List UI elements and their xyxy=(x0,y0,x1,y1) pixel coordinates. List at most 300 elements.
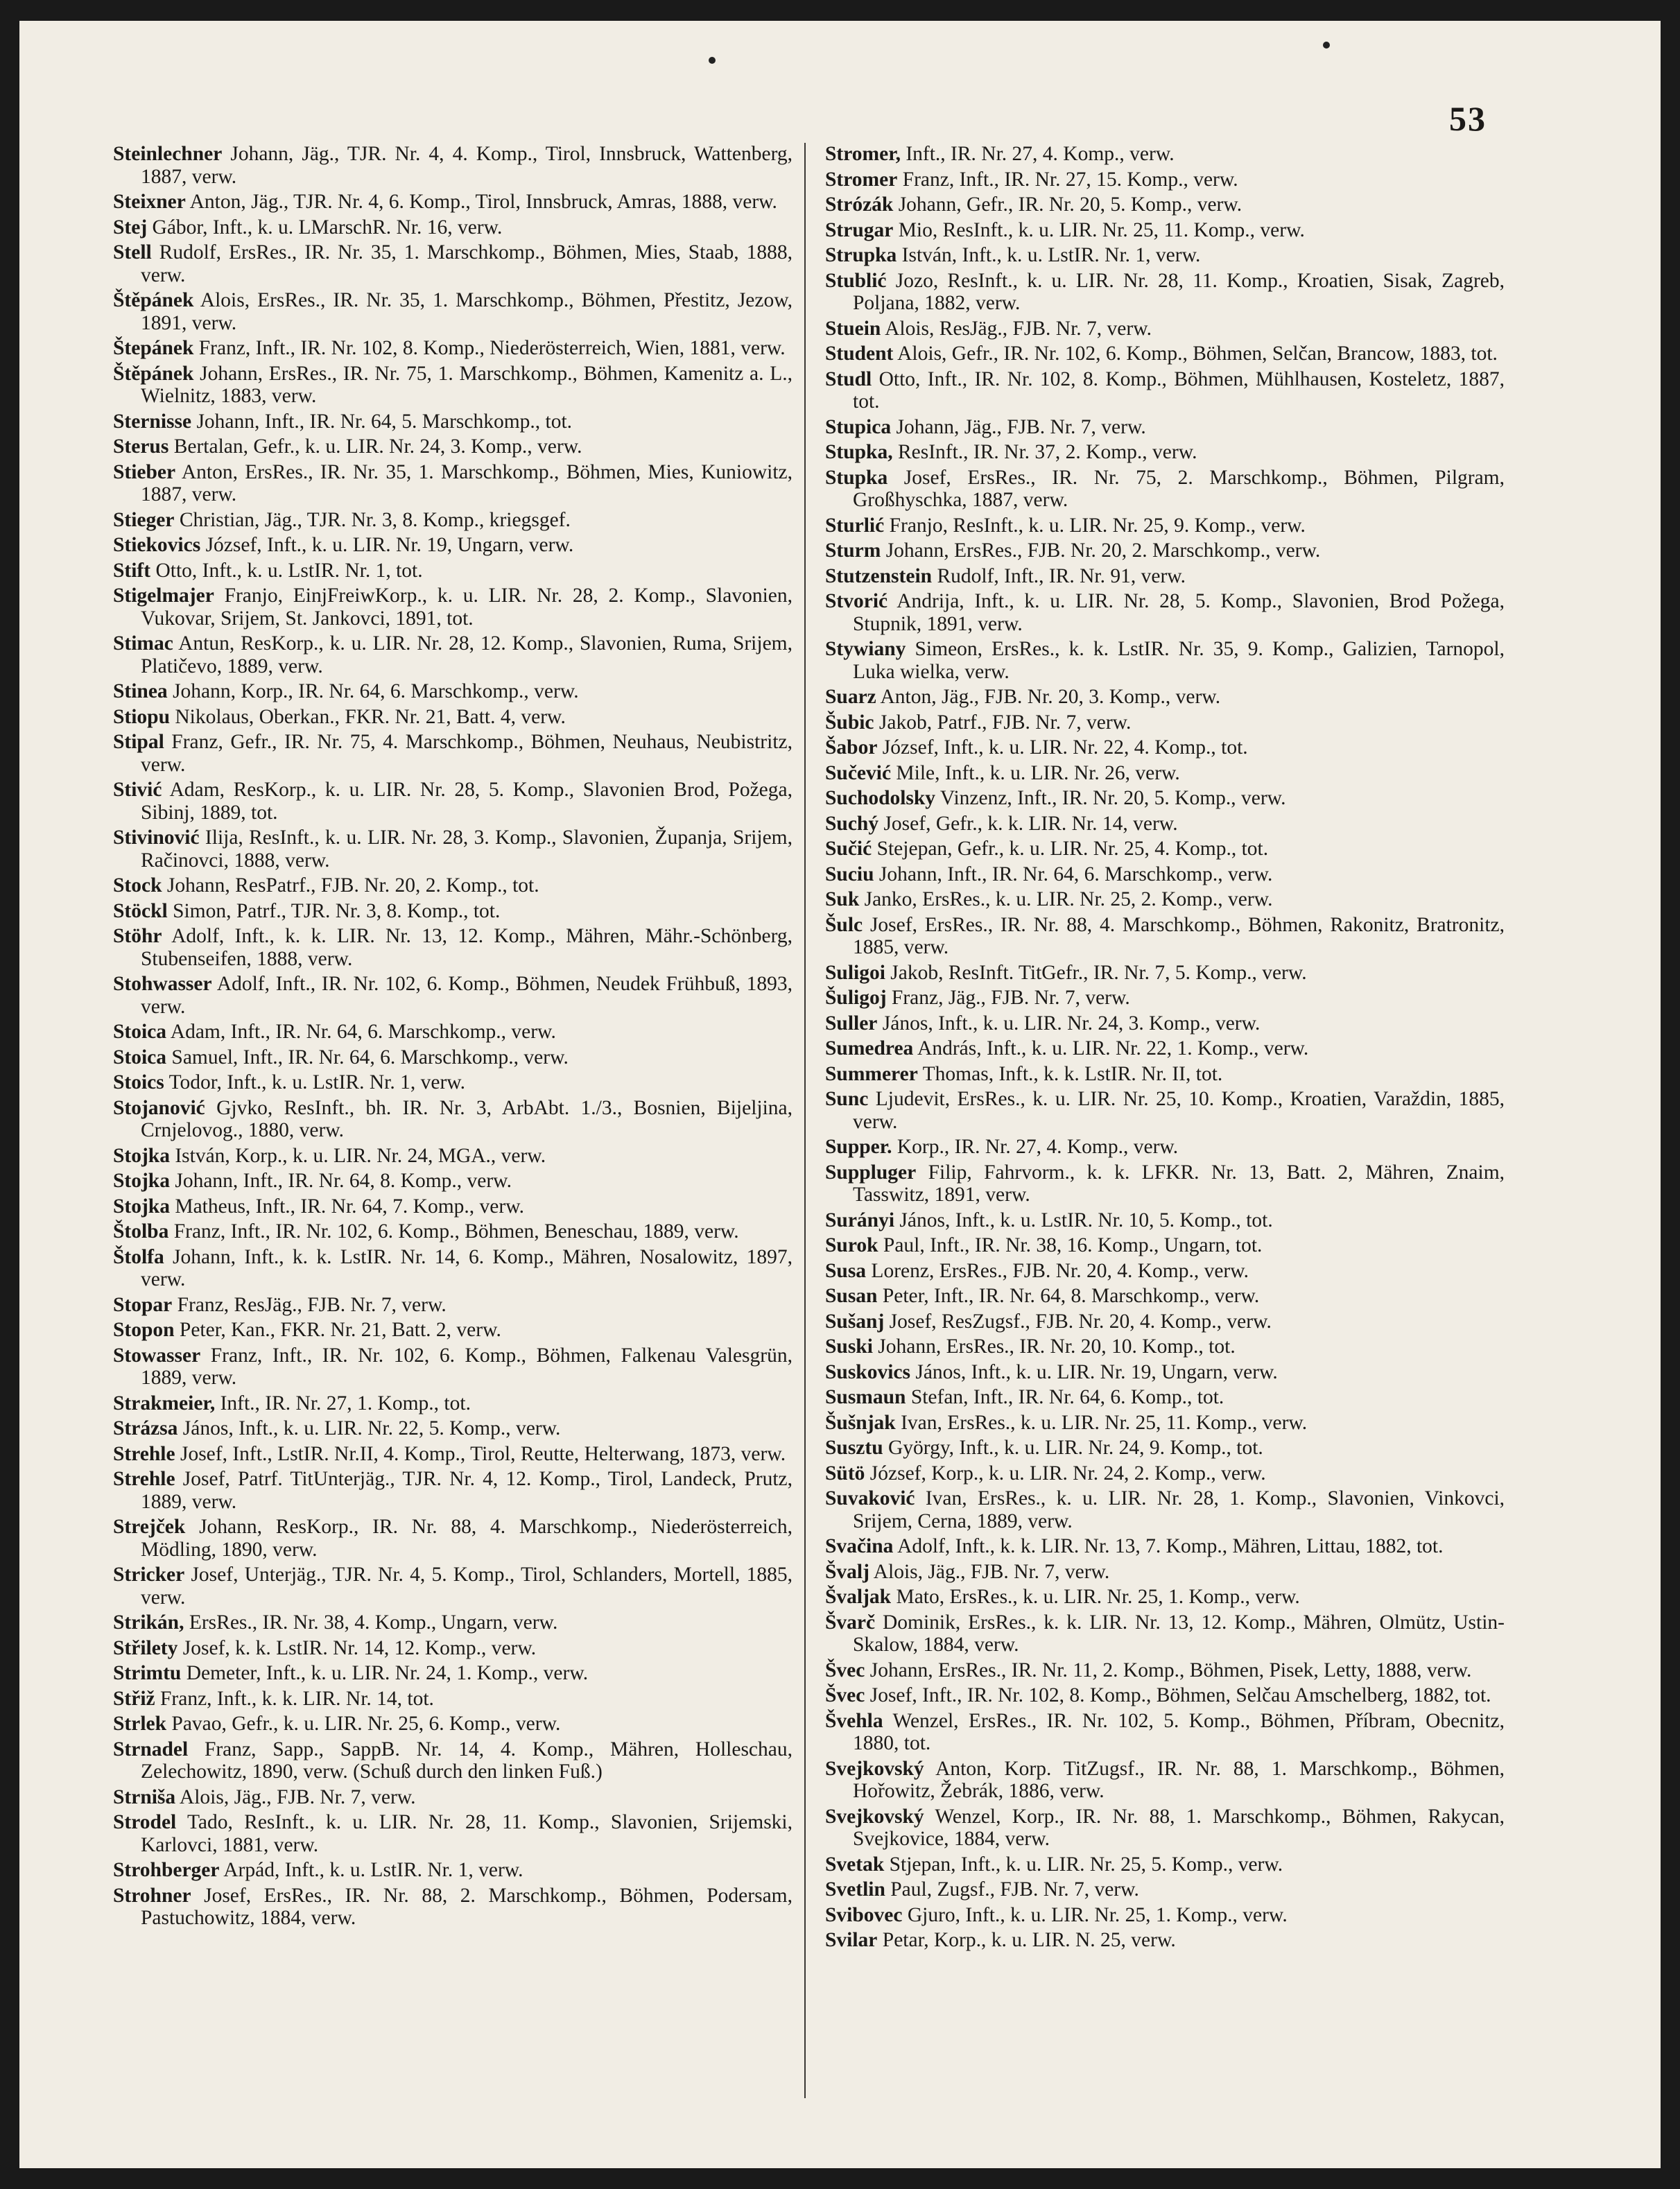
entry-surname: Stinea xyxy=(113,680,168,702)
entry-details: Rudolf, ErsRes., IR. Nr. 35, 1. Marschkomp., Böhmen, Mies, Staab, 1888, verw. xyxy=(141,241,793,286)
entry-surname: Stohwasser xyxy=(113,973,212,995)
list-item xyxy=(825,219,1505,242)
entry-surname: Susmaun xyxy=(825,1386,906,1408)
left-column xyxy=(113,143,793,1932)
entry-surname: Susztu xyxy=(825,1437,883,1459)
entry-surname: Stiopu xyxy=(113,705,170,728)
list-item xyxy=(825,1611,1505,1656)
entry-surname: Sturlić xyxy=(825,514,885,537)
entry-details: Simon, Patrf., TJR. Nr. 3, 8. Komp., tot. xyxy=(173,899,501,922)
list-item xyxy=(113,363,793,408)
list-item xyxy=(113,827,793,872)
entry-surname: Steinlechner xyxy=(113,143,223,165)
entry-surname: Suligoi xyxy=(825,961,885,984)
list-item xyxy=(825,1088,1505,1133)
entry-surname: Suciu xyxy=(825,863,874,885)
entry-surname: Suchodolsky xyxy=(825,787,936,809)
entry-details: Pavao, Gefr., k. u. LIR. Nr. 25, 6. Komp., verw. xyxy=(171,1713,561,1735)
entry-surname: Strikán, xyxy=(113,1611,184,1634)
entry-details: Josef, ErsRes., IR. Nr. 88, 2. Marschkomp., Böhmen, Podersam, Pastuchowitz, 1884, verw. xyxy=(141,1884,793,1929)
list-item xyxy=(113,534,793,557)
entry-surname: Stupica xyxy=(825,415,892,438)
list-item xyxy=(113,1097,793,1142)
entry-surname: Strehle xyxy=(113,1468,175,1490)
list-item xyxy=(113,337,793,360)
list-item xyxy=(113,900,793,923)
entry-details: Johann, ResPatrf., FJB. Nr. 20, 2. Komp., tot. xyxy=(166,874,539,897)
entry-surname: Strimtu xyxy=(113,1662,182,1684)
entry-surname: Sütö xyxy=(825,1462,865,1485)
entry-details: Ivan, ErsRes., k. u. LIR. Nr. 25, 11. Komp., verw. xyxy=(901,1411,1308,1434)
entry-details: Arpád, Inft., k. u. LstIR. Nr. 1, verw. xyxy=(223,1859,523,1881)
list-item xyxy=(113,1071,793,1094)
entry-details: Adam, ResKorp., k. u. LIR. Nr. 28, 5. Komp., Slavonien Brod, Požega, Sibinj, 1889, tot. xyxy=(141,779,793,824)
entry-details: Mato, ErsRes., k. u. LIR. Nr. 25, 1. Komp., verw. xyxy=(896,1586,1300,1608)
entry-surname: Stvorić xyxy=(825,590,888,612)
list-item xyxy=(825,736,1505,759)
entry-details: Paul, Inft., IR. Nr. 38, 16. Komp., Ungarn, tot. xyxy=(883,1234,1263,1256)
entry-details: Peter, Kan., FKR. Nr. 21, Batt. 2, verw. xyxy=(179,1319,501,1341)
entry-surname: Štepánek xyxy=(113,337,194,359)
entry-details: Franz, Inft., k. k. LIR. Nr. 14, tot. xyxy=(160,1687,434,1710)
entry-surname: Stojka xyxy=(113,1144,170,1167)
entry-surname: Sunc xyxy=(825,1088,869,1110)
entry-details: Jakob, ResInft. TitGefr., IR. Nr. 7, 5. Komp., verw. xyxy=(890,961,1307,984)
entry-surname: Stej xyxy=(113,216,148,239)
entry-details: Alois, Jäg., FJB. Nr. 7, verw. xyxy=(873,1560,1110,1583)
entry-details: András, Inft., k. u. LIR. Nr. 22, 1. Komp., verw. xyxy=(917,1037,1309,1059)
list-item xyxy=(113,289,793,334)
entry-details: Alois, Jäg., FJB. Nr. 7, verw. xyxy=(179,1785,416,1808)
list-item xyxy=(113,1220,793,1243)
entry-details: Franz, Gefr., IR. Nr. 75, 4. Marschkomp., Böhmen, Neuhaus, Neubistritz, verw. xyxy=(141,731,793,776)
entry-details: Franz, Jäg., FJB. Nr. 7, verw. xyxy=(891,987,1130,1009)
list-item xyxy=(113,1611,793,1634)
list-item xyxy=(825,1412,1505,1435)
entry-details: József, Korp., k. u. LIR. Nr. 24, 2. Komp., verw. xyxy=(869,1462,1266,1485)
entry-surname: Stojka xyxy=(113,1195,170,1218)
list-item xyxy=(113,241,793,286)
entry-details: Josef, Gefr., k. k. LIR. Nr. 14, verw. xyxy=(883,812,1178,835)
entry-details: Franz, Inft., IR. Nr. 27, 15. Komp., verw. xyxy=(902,168,1238,191)
list-item xyxy=(113,973,793,1018)
entry-surname: Stromer, xyxy=(825,143,901,165)
entry-details: Adam, Inft., IR. Nr. 64, 6. Marschkomp., verw. xyxy=(170,1021,556,1043)
entry-details: János, Inft., k. u. LstIR. Nr. 10, 5. Komp., tot. xyxy=(899,1209,1273,1231)
entry-surname: Sučić xyxy=(825,838,872,860)
list-item xyxy=(825,1361,1505,1384)
entry-details: Dominik, ErsRes., k. k. LIR. Nr. 13, 12. Komp., Mähren, Olmütz, Ustin-Skalow, 1884, verw. xyxy=(853,1611,1505,1656)
list-item xyxy=(825,1260,1505,1283)
entry-surname: Stock xyxy=(113,874,162,897)
entry-details: Stjepan, Inft., k. u. LIR. Nr. 25, 5. Komp., verw. xyxy=(889,1853,1283,1876)
entry-details: Inft., IR. Nr. 27, 1. Komp., tot. xyxy=(220,1392,471,1414)
list-item xyxy=(825,514,1505,537)
list-item xyxy=(825,686,1505,709)
entry-details: Anton, Jäg., FJB. Nr. 20, 3. Komp., verw. xyxy=(880,686,1221,708)
list-item xyxy=(825,143,1505,166)
list-item xyxy=(825,711,1505,734)
entry-surname: Šabor xyxy=(825,736,878,759)
list-item xyxy=(825,914,1505,959)
column-divider xyxy=(804,143,806,2098)
entry-surname: Stieber xyxy=(113,460,176,483)
list-item xyxy=(825,1462,1505,1485)
entry-surname: Strupka xyxy=(825,244,897,266)
entry-details: Otto, Inft., IR. Nr. 102, 8. Komp., Böhmen, Mühlhausen, Kosteletz, 1887, tot. xyxy=(853,367,1505,413)
list-item xyxy=(113,925,793,970)
entry-surname: Sučević xyxy=(825,761,892,784)
entry-surname: Suppluger xyxy=(825,1161,917,1184)
entry-surname: Strodel xyxy=(113,1811,177,1833)
list-item xyxy=(825,590,1505,635)
list-item xyxy=(825,1758,1505,1803)
print-speck xyxy=(1323,42,1330,49)
entry-details: Anton, Korp. TitZugsf., IR. Nr. 88, 1. Marschkomp., Böhmen, Hořowitz, Žebrák, 1886, verw. xyxy=(853,1757,1505,1802)
print-speck xyxy=(709,57,716,64)
entry-details: Tado, ResInft., k. u. LIR. Nr. 28, 11. Komp., Slavonien, Srijemski, Karlovci, 1881, verw. xyxy=(141,1811,793,1856)
entry-details: Wenzel, ErsRes., IR. Nr. 102, 5. Komp., Böhmen, Příbram, Obecnitz, 1880, tot. xyxy=(853,1709,1505,1754)
list-item xyxy=(113,1738,793,1783)
entry-details: Nikolaus, Oberkan., FKR. Nr. 21, Batt. 4, verw. xyxy=(175,705,566,728)
entry-surname: Svetlin xyxy=(825,1878,885,1901)
list-item xyxy=(825,1136,1505,1159)
entry-details: Alois, ErsRes., IR. Nr. 35, 1. Marschkomp., Böhmen, Přestitz, Jezow, 1891, verw. xyxy=(141,289,793,334)
entry-surname: Sušanj xyxy=(825,1310,885,1333)
entry-details: Johann, Inft., IR. Nr. 64, 5. Marschkomp., tot. xyxy=(196,410,573,433)
entry-details: Franz, Inft., IR. Nr. 102, 6. Komp., Böhmen, Beneschau, 1889, verw. xyxy=(173,1220,739,1243)
list-item xyxy=(825,762,1505,785)
list-item xyxy=(113,632,793,677)
list-item xyxy=(825,539,1505,562)
entry-surname: Štolba xyxy=(113,1220,169,1243)
list-item xyxy=(825,638,1505,683)
entry-details: Johann, ErsRes., IR. Nr. 75, 1. Marschkomp., Böhmen, Kamenitz a. L., Wielnitz, 1883, verw. xyxy=(141,362,793,407)
list-item xyxy=(825,813,1505,836)
entry-surname: Stoics xyxy=(113,1071,164,1093)
list-item xyxy=(113,1392,793,1415)
entry-details: Paul, Zugsf., FJB. Nr. 7, verw. xyxy=(890,1878,1139,1901)
entry-surname: Stupka xyxy=(825,466,888,489)
entry-surname: Suskovics xyxy=(825,1360,910,1383)
entry-surname: Suarz xyxy=(825,686,876,708)
entry-surname: Svejkovský xyxy=(825,1805,924,1828)
list-item xyxy=(825,168,1505,191)
entry-surname: Sumedrea xyxy=(825,1037,914,1059)
entry-details: Johann, Inft., k. k. LstIR. Nr. 14, 6. Komp., Mähren, Nosalowitz, 1897, verw. xyxy=(141,1245,793,1290)
entry-details: Gábor, Inft., k. u. LMarschR. Nr. 16, verw. xyxy=(152,216,503,239)
entry-surname: Stywiany xyxy=(825,638,906,660)
list-item xyxy=(825,1904,1505,1927)
entry-surname: Štěpánek xyxy=(113,362,194,385)
entry-surname: Stuein xyxy=(825,317,881,340)
list-item xyxy=(825,343,1505,365)
entry-surname: Stieger xyxy=(113,508,175,531)
entry-details: Josef, ErsRes., IR. Nr. 88, 4. Marschkomp., Böhmen, Rakonitz, Bratronitz, 1885, verw. xyxy=(853,913,1505,958)
list-item xyxy=(825,987,1505,1010)
entry-surname: Suski xyxy=(825,1335,873,1358)
entry-surname: Švehla xyxy=(825,1709,883,1732)
list-item xyxy=(113,1145,793,1168)
list-item xyxy=(113,1786,793,1809)
entry-details: Rudolf, Inft., IR. Nr. 91, verw. xyxy=(937,564,1186,587)
entry-details: Jakob, Patrf., FJB. Nr. 7, verw. xyxy=(878,711,1132,734)
list-item xyxy=(825,787,1505,810)
list-item xyxy=(113,216,793,239)
entry-details: József, Inft., k. u. LIR. Nr. 19, Ungarn, verw. xyxy=(205,534,574,556)
entry-details: Adolf, Inft., k. k. LIR. Nr. 13, 12. Komp., Mähren, Mähr.-Schönberg, Stubenseifen, 1888, verw. xyxy=(141,925,793,970)
list-item xyxy=(825,1487,1505,1532)
entry-surname: Stift xyxy=(113,559,151,582)
entry-details: ResInft., IR. Nr. 37, 2. Komp., verw. xyxy=(897,441,1197,463)
list-item xyxy=(113,143,793,188)
entry-details: Petar, Korp., k. u. LIR. N. 25, verw. xyxy=(882,1929,1176,1951)
list-item xyxy=(825,1806,1505,1851)
entry-details: Christian, Jäg., TJR. Nr. 3, 8. Komp., kriegsgef. xyxy=(179,508,571,531)
entry-details: Johann, Inft., IR. Nr. 64, 8. Komp., verw. xyxy=(175,1170,512,1192)
entry-details: Josef, k. k. LstIR. Nr. 14, 12. Komp., verw. xyxy=(182,1636,537,1659)
entry-surname: Stromer xyxy=(825,168,898,191)
entry-surname: Stivinović xyxy=(113,827,200,849)
list-item xyxy=(113,1417,793,1440)
entry-details: Johann, ErsRes., IR. Nr. 20, 10. Komp., tot. xyxy=(878,1335,1236,1358)
entry-details: Johann, Jäg., TJR. Nr. 4, 4. Komp., Tirol, Innsbruck, Wattenberg, 1887, verw. xyxy=(141,143,793,188)
entry-details: Gjuro, Inft., k. u. LIR. Nr. 25, 1. Komp., verw. xyxy=(907,1903,1288,1926)
list-item xyxy=(825,193,1505,216)
list-item xyxy=(825,1929,1505,1952)
list-item xyxy=(825,441,1505,464)
entry-surname: Stöhr xyxy=(113,925,162,947)
entry-details: Johann, ErsRes., FJB. Nr. 20, 2. Marschkomp., verw. xyxy=(885,539,1321,562)
entry-details: Inft., IR. Nr. 27, 4. Komp., verw. xyxy=(906,143,1175,165)
entry-surname: Suk xyxy=(825,888,860,910)
list-item xyxy=(113,874,793,897)
entry-details: ErsRes., IR. Nr. 38, 4. Komp., Ungarn, verw. xyxy=(189,1611,558,1634)
entry-surname: Steixner xyxy=(113,191,186,213)
entry-surname: Stublić xyxy=(825,269,887,292)
entry-surname: Stivić xyxy=(113,779,162,801)
entry-details: Johann, Jäg., FJB. Nr. 7, verw. xyxy=(896,415,1146,438)
list-item xyxy=(113,1811,793,1856)
entry-details: János, Inft., k. u. LIR. Nr. 22, 5. Komp., verw. xyxy=(182,1417,561,1439)
list-item xyxy=(113,1046,793,1069)
entry-details: Stefan, Inft., IR. Nr. 64, 6. Komp., tot. xyxy=(910,1386,1224,1408)
entry-surname: Šubic xyxy=(825,711,874,734)
entry-details: Otto, Inft., k. u. LstIR. Nr. 1, tot. xyxy=(155,559,423,582)
entry-surname: Stupka, xyxy=(825,441,893,463)
list-item xyxy=(113,1319,793,1342)
entry-surname: Svilar xyxy=(825,1929,878,1951)
entry-details: Andrija, Inft., k. u. LIR. Nr. 28, 5. Komp., Slavonien, Brod Požega, Stupnik, 1891, verw. xyxy=(853,590,1505,635)
list-item xyxy=(113,1294,793,1317)
entry-details: Johann, Korp., IR. Nr. 64, 6. Marschkomp., verw. xyxy=(173,680,579,702)
list-item xyxy=(113,1195,793,1218)
list-item xyxy=(825,467,1505,512)
list-item xyxy=(825,888,1505,911)
list-item xyxy=(113,680,793,703)
entry-details: Josef, ResZugsf., FJB. Nr. 20, 4. Komp., verw. xyxy=(889,1310,1272,1333)
entry-details: Gjvko, ResInft., bh. IR. Nr. 3, ArbAbt. 1./3., Bosnien, Bijeljina, Crnjelovog., 1880, verw. xyxy=(141,1096,793,1141)
list-item xyxy=(113,1859,793,1882)
entry-surname: Štěpánek xyxy=(113,289,194,311)
list-item xyxy=(113,1344,793,1390)
entry-surname: Stiekovics xyxy=(113,534,201,556)
entry-surname: Strejček xyxy=(113,1516,186,1538)
entry-details: Franjo, ResInft., k. u. LIR. Nr. 25, 9. Komp., verw. xyxy=(889,514,1306,537)
entry-details: Filip, Fahrvorm., k. k. LFKR. Nr. 13, Batt. 2, Mähren, Znaim, Tasswitz, 1891, verw. xyxy=(853,1161,1505,1206)
entry-details: Wenzel, Korp., IR. Nr. 88, 1. Marschkomp., Böhmen, Rakycan, Svejkovice, 1884, verw. xyxy=(853,1805,1505,1850)
list-item xyxy=(113,509,793,532)
entry-surname: Strlek xyxy=(113,1713,167,1735)
entry-surname: Stigelmajer xyxy=(113,585,214,607)
entry-details: Stejepan, Gefr., k. u. LIR. Nr. 25, 4. Komp., tot. xyxy=(876,838,1269,860)
entry-details: József, Inft., k. u. LIR. Nr. 22, 4. Komp., tot. xyxy=(882,736,1248,759)
entry-surname: Sterus xyxy=(113,435,169,458)
page-number: 53 xyxy=(1449,99,1487,138)
entry-surname: Švaljak xyxy=(825,1586,892,1608)
entry-details: Johann, Inft., IR. Nr. 64, 6. Marschkomp., verw. xyxy=(878,863,1273,885)
entry-surname: Strakmeier, xyxy=(113,1392,216,1414)
entry-details: Josef, Inft., IR. Nr. 102, 8. Komp., Böhmen, Selčau Amschelberg, 1882, tot. xyxy=(869,1684,1491,1706)
entry-surname: Surányi xyxy=(825,1209,895,1231)
list-item xyxy=(113,1662,793,1685)
entry-details: Josef, ErsRes., IR. Nr. 75, 2. Marschkomp., Böhmen, Pilgram, Großhyschka, 1887, verw. xyxy=(853,466,1505,511)
list-item xyxy=(825,565,1505,588)
entry-details: István, Inft., k. u. LstIR. Nr. 1, verw. xyxy=(901,244,1201,266)
entry-details: Johann, ResKorp., IR. Nr. 88, 4. Marschkomp., Niederösterreich, Mödling, 1890, verw. xyxy=(141,1516,793,1561)
entry-surname: Střilety xyxy=(113,1636,178,1659)
entry-surname: Střiž xyxy=(113,1687,155,1710)
list-item xyxy=(113,1443,793,1466)
entry-details: Lorenz, ErsRes., FJB. Nr. 20, 4. Komp., verw. xyxy=(871,1259,1249,1282)
list-item xyxy=(825,1012,1505,1035)
entry-surname: Susan xyxy=(825,1285,878,1307)
list-item xyxy=(825,1310,1505,1333)
entry-surname: Stimac xyxy=(113,632,173,655)
entry-surname: Stowasser xyxy=(113,1344,201,1367)
entry-details: Matheus, Inft., IR. Nr. 64, 7. Komp., verw. xyxy=(175,1195,524,1218)
list-item xyxy=(113,779,793,824)
entry-surname: Stopon xyxy=(113,1319,175,1341)
entry-details: János, Inft., k. u. LIR. Nr. 24, 3. Komp., verw. xyxy=(882,1012,1261,1035)
entry-surname: Student xyxy=(825,343,894,365)
entry-details: Josef, Patrf. TitUnterjäg., TJR. Nr. 4, 12. Komp., Tirol, Landeck, Prutz, 1889, verw. xyxy=(141,1468,793,1513)
entry-surname: Švarč xyxy=(825,1611,876,1634)
list-item xyxy=(825,318,1505,340)
entry-surname: Surok xyxy=(825,1234,878,1256)
entry-surname: Stopar xyxy=(113,1293,173,1316)
list-item xyxy=(113,435,793,458)
entry-details: Josef, Inft., LstIR. Nr.II, 4. Komp., Tirol, Reutte, Helterwang, 1873, verw. xyxy=(180,1442,786,1465)
entry-surname: Sternisse xyxy=(113,410,192,433)
entry-surname: Stoica xyxy=(113,1046,167,1068)
entry-details: Johann, Gefr., IR. Nr. 20, 5. Komp., verw. xyxy=(898,193,1242,216)
entry-details: István, Korp., k. u. LIR. Nr. 24, MGA., verw. xyxy=(175,1144,546,1167)
list-item xyxy=(825,270,1505,315)
list-item xyxy=(113,1468,793,1513)
entry-surname: Strniša xyxy=(113,1785,176,1808)
entry-details: Mio, ResInft., k. u. LIR. Nr. 25, 11. Komp., verw. xyxy=(898,218,1305,241)
entry-details: János, Inft., k. u. LIR. Nr. 19, Ungarn, verw. xyxy=(915,1360,1278,1383)
entry-surname: Šulc xyxy=(825,913,863,936)
list-item xyxy=(825,368,1505,413)
entry-surname: Strohberger xyxy=(113,1859,220,1881)
entry-details: Simeon, ErsRes., k. k. LstIR. Nr. 35, 9. Komp., Galizien, Tarnopol, Luka wielka, verw. xyxy=(853,638,1505,683)
entry-details: Peter, Inft., IR. Nr. 64, 8. Marschkomp., verw. xyxy=(882,1285,1260,1307)
list-item xyxy=(113,1564,793,1609)
entry-details: Jozo, ResInft., k. u. LIR. Nr. 28, 11. Komp., Kroatien, Sisak, Zagreb, Poljana, 1882, verw. xyxy=(853,269,1505,314)
list-item xyxy=(825,416,1505,439)
entry-surname: Stojka xyxy=(113,1170,170,1192)
entry-details: Antun, ResKorp., k. u. LIR. Nr. 28, 12. Komp., Slavonien, Ruma, Srijem, Platičevo, 1889, verw. xyxy=(141,632,793,677)
entry-details: Anton, ErsRes., IR. Nr. 35, 1. Marschkomp., Böhmen, Mies, Kuniowitz, 1887, verw. xyxy=(141,460,793,505)
list-item xyxy=(825,863,1505,886)
entry-surname: Štolfa xyxy=(113,1245,164,1268)
entry-surname: Suchý xyxy=(825,812,879,835)
entry-details: Franjo, EinjFreiwKorp., k. u. LIR. Nr. 28, 2. Komp., Slavonien, Vukovar, Srijem, St. Jankovci, 1891, tot. xyxy=(141,585,793,630)
entry-surname: Strugar xyxy=(825,218,894,241)
entry-details: Bertalan, Gefr., k. u. LIR. Nr. 24, 3. Komp., verw. xyxy=(173,435,582,458)
entry-surname: Strehle xyxy=(113,1442,175,1465)
entry-details: Alois, ResJäg., FJB. Nr. 7, verw. xyxy=(885,317,1152,340)
list-item xyxy=(113,410,793,433)
entry-details: Ivan, ErsRes., k. u. LIR. Nr. 28, 1. Komp., Slavonien, Vinkovci, Srijem, Cerna, 1889, verw. xyxy=(853,1487,1505,1532)
entry-details: Josef, Unterjäg., TJR. Nr. 4, 5. Komp., Tirol, Schlanders, Mortell, 1885, verw. xyxy=(141,1564,793,1609)
list-item xyxy=(825,1659,1505,1682)
list-item xyxy=(113,191,793,214)
list-item xyxy=(113,1688,793,1711)
list-item xyxy=(113,1516,793,1561)
entry-surname: Summerer xyxy=(825,1062,918,1085)
list-item xyxy=(825,962,1505,985)
entry-surname: Švalj xyxy=(825,1560,869,1583)
entry-details: Franz, Inft., IR. Nr. 102, 8. Komp., Niederösterreich, Wien, 1881, verw. xyxy=(198,337,786,359)
entry-surname: Strnadel xyxy=(113,1738,189,1760)
right-column xyxy=(825,143,1505,1955)
entry-surname: Suller xyxy=(825,1012,878,1035)
list-item xyxy=(113,1885,793,1930)
entry-details: Vinzenz, Inft., IR. Nr. 20, 5. Komp., verw. xyxy=(939,787,1286,809)
entry-surname: Šuligoj xyxy=(825,987,887,1009)
list-item xyxy=(825,1161,1505,1206)
entry-surname: Svačina xyxy=(825,1535,894,1557)
list-item xyxy=(825,1437,1505,1460)
entry-details: Janko, ErsRes., k. u. LIR. Nr. 25, 2. Komp., verw. xyxy=(864,888,1273,910)
entry-details: Adolf, Inft., k. k. LIR. Nr. 13, 7. Komp., Mähren, Littau, 1882, tot. xyxy=(897,1535,1444,1557)
entry-surname: Sturm xyxy=(825,539,881,562)
list-item xyxy=(825,1335,1505,1358)
list-item xyxy=(825,1586,1505,1609)
entry-details: Samuel, Inft., IR. Nr. 64, 6. Marschkomp., verw. xyxy=(171,1046,569,1068)
entry-surname: Svetak xyxy=(825,1853,885,1876)
list-item xyxy=(825,1063,1505,1086)
entry-surname: Svejkovský xyxy=(825,1757,924,1780)
list-item xyxy=(825,1561,1505,1584)
list-item xyxy=(113,1246,793,1291)
list-item xyxy=(825,1386,1505,1409)
list-item xyxy=(825,1878,1505,1901)
list-item xyxy=(113,585,793,630)
entry-details: Ilija, ResInft., k. u. LIR. Nr. 28, 3. Komp., Slavonien, Županja, Srijem, Račinovci, 1888, verw. xyxy=(141,827,793,872)
entry-surname: Strohner xyxy=(113,1884,191,1907)
list-item xyxy=(113,706,793,729)
entry-surname: Stipal xyxy=(113,731,164,753)
list-item xyxy=(825,838,1505,860)
list-item xyxy=(113,461,793,506)
entry-surname: Susa xyxy=(825,1259,867,1282)
entry-surname: Švec xyxy=(825,1659,865,1681)
entry-surname: Strózák xyxy=(825,193,894,216)
